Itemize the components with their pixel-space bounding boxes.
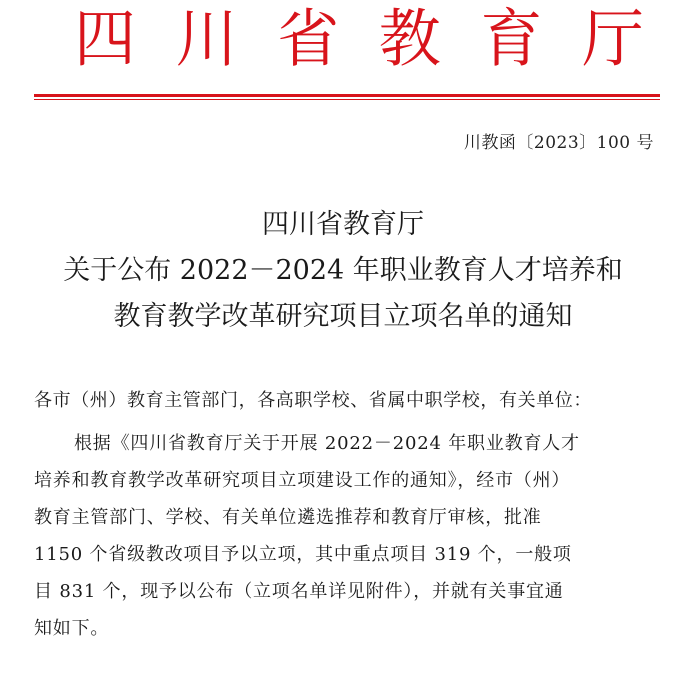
red-header-rule-thin [34, 99, 660, 100]
masthead-title [74, 2, 644, 75]
body-line: 教育主管部门、学校、有关单位遴选推荐和教育厅审核，批准 [34, 507, 542, 528]
document-title [0, 202, 686, 340]
body-line: 目 831 个，现予以公布（立项名单详见附件），并就有关事宜通 [34, 581, 564, 602]
body-line: 培养和教育教学改革研究项目立项建设工作的通知》，经市（州） [34, 470, 571, 491]
body-line: 知如下。 [34, 618, 110, 639]
title-line: 教育教学改革研究项目立项名单的通知 [113, 301, 573, 332]
masthead-char: 育 [480, 1, 543, 76]
masthead-char: 四 [74, 1, 137, 76]
masthead-char: 川 [175, 1, 238, 76]
body-line: 1150 个省级教改项目予以立项，其中重点项目 319 个，一般项 [34, 544, 572, 565]
masthead-char: 厅 [581, 1, 644, 76]
salutation: 各市（州）教育主管部门，各高职学校、省属中职学校，有关单位： [34, 390, 592, 411]
title-issuer: 四川省教育厅 [262, 209, 424, 240]
title-line: 关于公布 2022－2024 年职业教育人才培养和 [63, 255, 623, 286]
body-line: 根据《四川省教育厅关于开展 2022－2024 年职业教育人才 [74, 433, 580, 454]
document-number: 川教函〔2023〕100 号 [463, 133, 654, 153]
masthead-char: 教 [378, 1, 441, 76]
masthead-char: 省 [277, 1, 340, 76]
red-header-rule [34, 94, 660, 97]
body-paragraph [34, 425, 660, 647]
masthead [0, 0, 686, 80]
